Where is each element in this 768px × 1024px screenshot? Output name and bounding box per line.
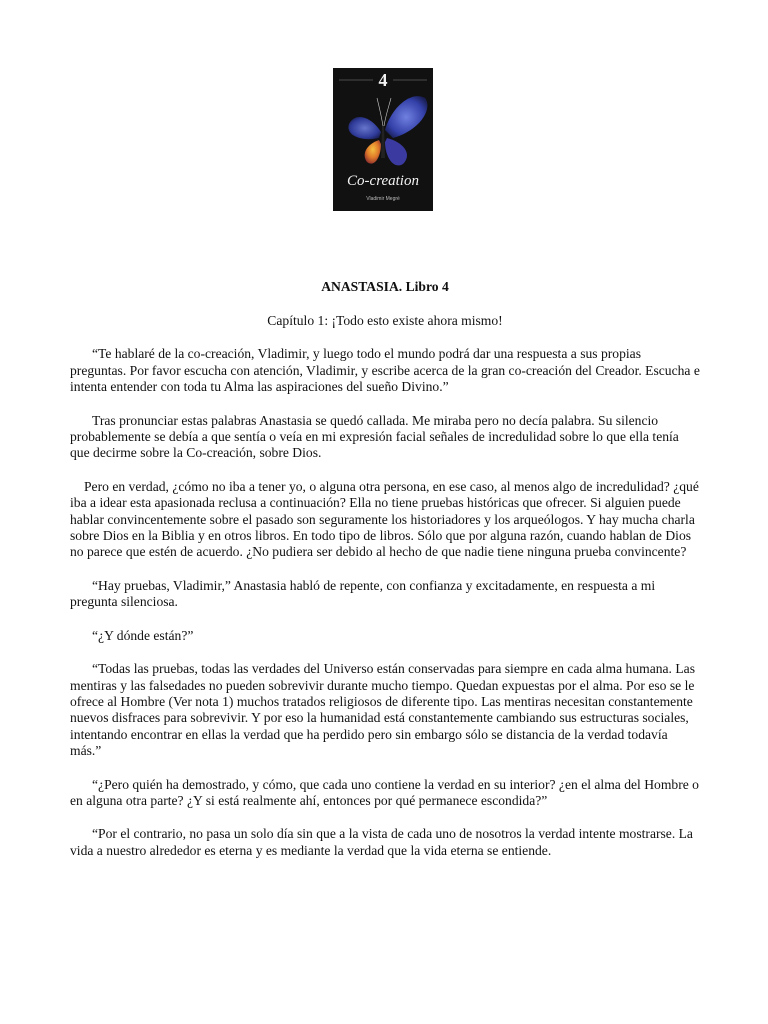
paragraph: “Te hablaré de la co-creación, Vladimir, y luego todo el mundo podrá dar una respuesta a sus propias preguntas. Por favor escucha con atención, Vladimir, y escribe acerca de la gran co-creación del Creador. Escucha e intenta entender con toda tu Alma las aspiraciones del sueño Divino.”: [70, 346, 700, 395]
paragraph: “Por el contrario, no pasa un solo día sin que a la vista de cada uno de nosotros la verdad intente mostrarse. La vida a nuestro alrededor es eterna y es mediante la verdad que la vida eterna se entiende.: [70, 826, 693, 858]
book-cover-image: [333, 68, 433, 211]
paragraph: “Hay pruebas, Vladimir,” Anastasia habló de repente, con confianza y excitadamente, en respuesta a mi pregunta silenciosa.: [70, 577, 656, 610]
cover-title: Co-creation: [347, 173, 419, 189]
paragraph: Tras pronunciar estas palabras Anastasia se quedó callada. Me miraba pero no decía palabra. Su silencio probablemente se debía a que sentía o veía en mi expresión facial señales de incredulidad sobre lo que ella tenía que decirme sobre la Co-creación, sobre Dios.: [70, 412, 679, 461]
document-body: [70, 279, 700, 859]
document-title: ANASTASIA. Libro 4: [321, 279, 449, 294]
paragraph: “Todas las pruebas, todas las verdades del Universo están conservadas para siempre en cada alma humana. Las mentiras y las falsedades no pueden sobrevivir durante mucho tiempo. Quedan expuestas por el alma. Por eso se le ofrece al Hombre (Ver nota 1) muchos tratados religiosos de diferente tipo. Las mentiras necesitan constantemente nuevos disfraces para sobrevivir. Y por eso la humanidad está constantemente cambiando sus estructuras sociales, intentando encontrar en ellas la verdad que ha perdido pero sin embargo sólo se distancia de la verdad todavía más.”: [70, 661, 695, 759]
chapter-heading: Capítulo 1: ¡Todo esto existe ahora mismo!: [267, 313, 503, 328]
cover-series-number: 4: [378, 70, 388, 90]
cover-author: Vladimir Megré: [366, 196, 400, 202]
paragraph: “¿Pero quién ha demostrado, y cómo, que cada uno contiene la verdad en su interior? ¿en el alma del Hombre o en alguna otra parte? ¿Y si está realmente ahí, entonces por qué permanece escondida?”: [70, 776, 699, 808]
paragraph: Pero en verdad, ¿cómo no iba a tener yo, o alguna otra persona, en ese caso, al menos algo de incredulidad? ¿qué iba a idear esta apasionada reclusa a continuación? Ella no tiene pruebas históricas que ofrecer. Si alguien puede hablar convincentemente sobre el pasado son seguramente los historiadores y los arqueólogos. Y hay mucha charla sobre Dios en la Biblia y en otros libros. En todo tipo de libros. Sólo que por alguna razón, cuando hablan de Dios no parece que estén de acuerdo. ¿No pudiera ser debido al hecho de que nadie tiene ninguna prueba convincente?: [70, 478, 699, 560]
paragraph: “¿Y dónde están?”: [92, 627, 194, 643]
